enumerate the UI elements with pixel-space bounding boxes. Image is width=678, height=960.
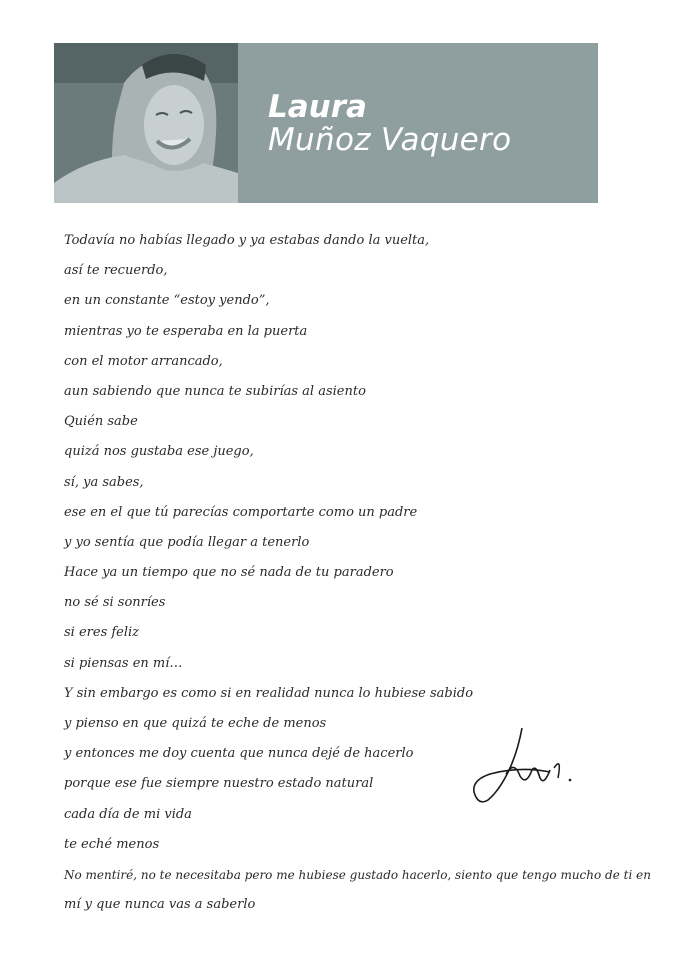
poem-line: así te recuerdo, (64, 263, 168, 279)
poem-line: con el motor arrancado, (64, 353, 223, 369)
author-photo (54, 43, 238, 203)
portrait-photo-icon (54, 43, 238, 203)
poem-body (64, 226, 651, 920)
poem-line: y yo sentía que podía llegar a tenerlo (64, 534, 310, 550)
poem-line: te eché menos (64, 836, 160, 852)
poem-line: quizá nos gustaba ese juego, (64, 444, 254, 460)
author-first-name: Laura (268, 89, 367, 125)
author-last-name: Muñoz Vaquero (268, 121, 512, 158)
poem-line: mí y que nunca vas a saberlo (64, 897, 256, 913)
poem-line: Todavía no habías llegado y ya estabas dando la vuelta, (64, 233, 430, 248)
poem-line: aun sabiendo que nunca te subirías al asiento (64, 383, 366, 399)
poem-line: si piensas en mí… (64, 655, 183, 671)
author-name (268, 91, 511, 156)
poem-line: mientras yo te esperaba en la puerta (64, 323, 308, 339)
poem-line: ese en el que tú parecías comportarte como un padre (64, 504, 418, 520)
poem-line: y entonces me doy cuenta que nunca dejé de hacerlo (64, 746, 414, 762)
poem-line: cada día de mi vida (64, 806, 192, 822)
author-header (54, 43, 598, 203)
poem-line: Y sin embargo es como si en realidad nunca lo hubiese sabido (64, 685, 474, 701)
poem-line: sí, ya sabes, (64, 474, 144, 490)
poem-line: No mentiré, no te necesitaba pero me hubiese gustado hacerlo, siento que tengo mucho de ti en (64, 867, 651, 882)
poem-line: en un constante “estoy yendo”, (64, 293, 270, 309)
poem-line: Hace ya un tiempo que no sé nada de tu paradero (64, 565, 394, 581)
poem-line: porque ese fue siempre nuestro estado natural (64, 776, 374, 792)
signature (470, 720, 580, 810)
handwritten-signature-icon (470, 720, 580, 810)
poem-line: si eres feliz (64, 625, 140, 641)
poem-line: no sé si sonríes (64, 595, 166, 611)
poem-line: y pienso en que quizá te eche de menos (64, 716, 327, 731)
poem-line: Quién sabe (64, 414, 138, 430)
